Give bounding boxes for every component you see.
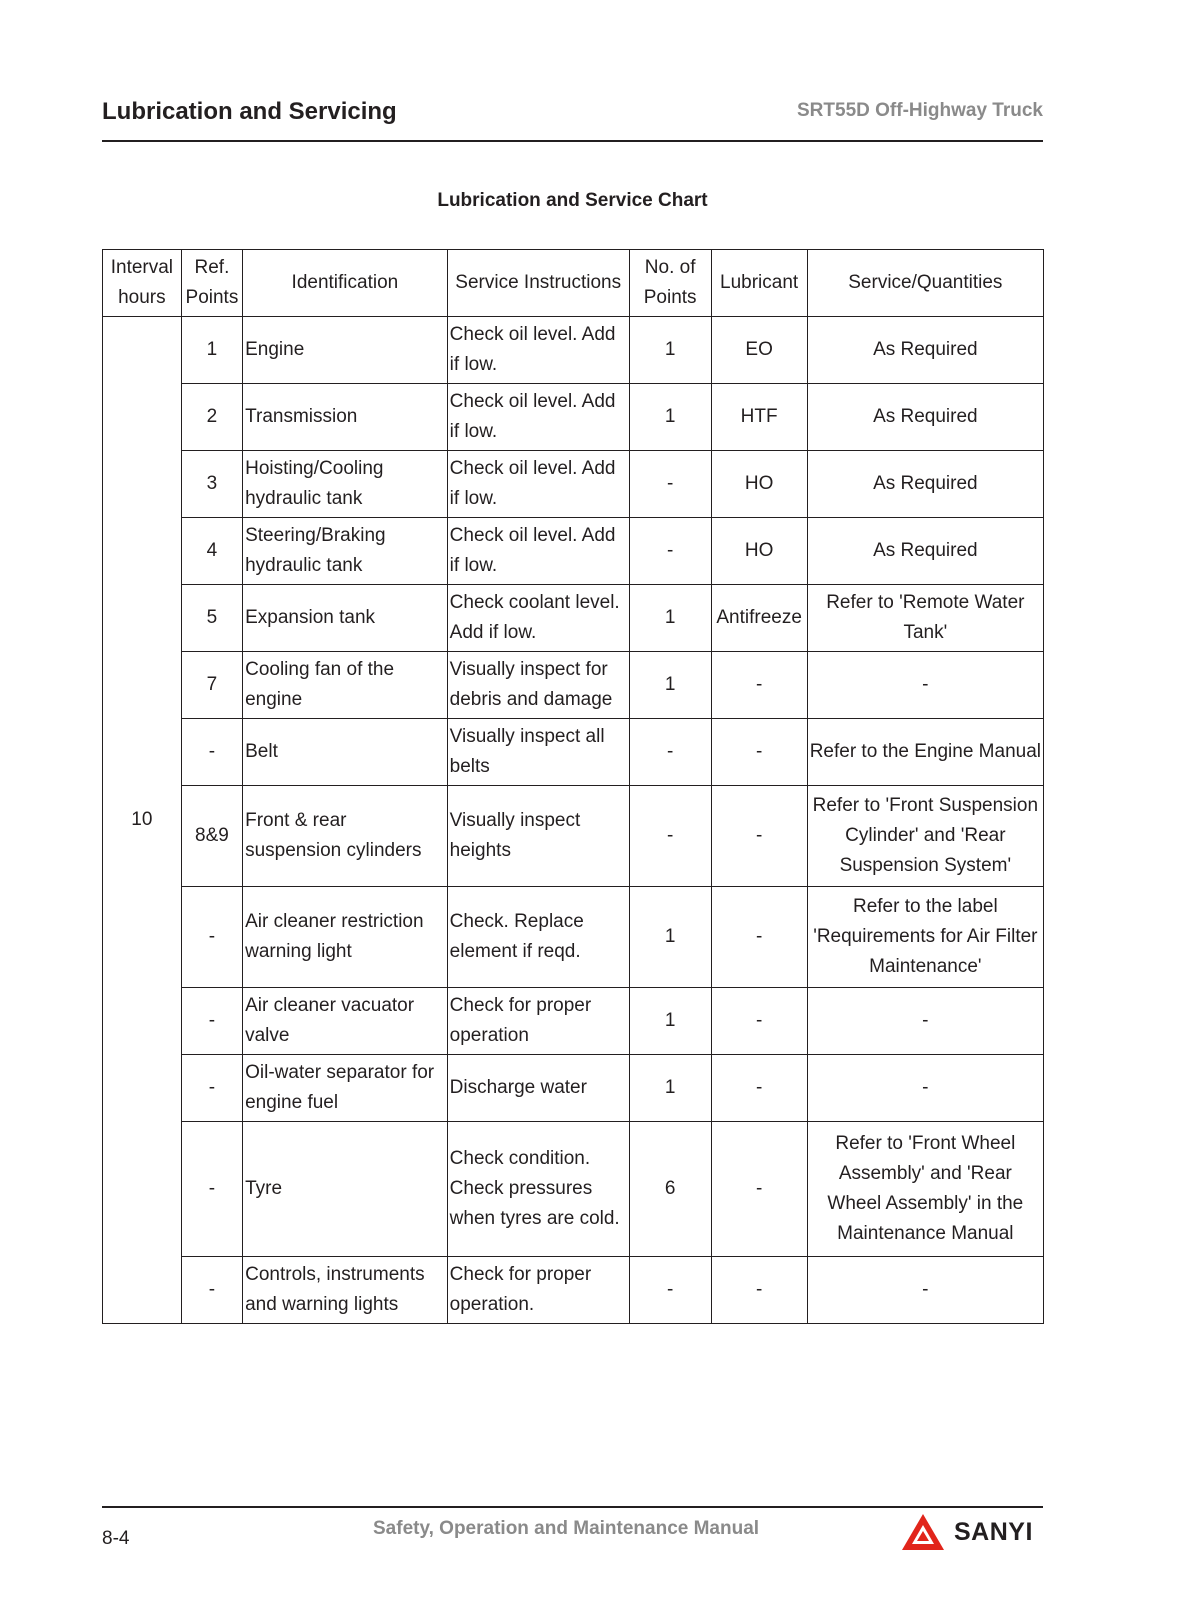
points-cell: - [629,1257,711,1324]
lubricant-cell: EO [711,317,807,384]
points-cell: - [629,786,711,887]
identification-cell: Steering/Braking hydraulic tank [243,518,448,585]
lubricant-cell: - [711,719,807,786]
points-cell: 6 [629,1122,711,1257]
ref-cell: 4 [181,518,242,585]
points-cell: 1 [629,585,711,652]
table-row [103,1257,1044,1324]
page-number: 8-4 [102,1528,130,1549]
instructions-cell: Check coolant level. Add if low. [447,585,629,652]
points-cell: 1 [629,1055,711,1122]
lubricant-cell: - [711,1122,807,1257]
lubrication-service-table [102,249,1044,1324]
lubricant-cell: - [711,1055,807,1122]
quantity-cell: - [807,1055,1043,1122]
lubricant-cell: - [711,988,807,1055]
identification-cell: Cooling fan of the engine [243,652,448,719]
lubricant-cell: HO [711,451,807,518]
instructions-cell: Check for proper operation [447,988,629,1055]
points-cell: 1 [629,988,711,1055]
identification-cell: Tyre [243,1122,448,1257]
quantity-cell: Refer to the Engine Manual [807,719,1043,786]
identification-cell: Front & rear suspension cylinders [243,786,448,887]
footer-divider [102,1506,1043,1508]
instructions-cell: Check oil level. Add if low. [447,518,629,585]
table-row [103,384,1044,451]
chart-title: Lubrication and Service Chart [437,190,708,211]
ref-cell: - [181,887,242,988]
table-row [103,786,1044,887]
header-service-instructions: Service Instructions [447,250,629,317]
ref-cell: 5 [181,585,242,652]
quantity-cell: As Required [807,384,1043,451]
identification-cell: Hoisting/Cooling hydraulic tank [243,451,448,518]
instructions-cell: Check for proper operation. [447,1257,629,1324]
sanyi-logo [900,1512,1033,1552]
ref-cell: - [181,988,242,1055]
header-divider [102,140,1043,142]
points-cell: - [629,719,711,786]
ref-cell: 3 [181,451,242,518]
table-row [103,887,1044,988]
table-row [103,317,1044,384]
table-row [103,1122,1044,1257]
points-cell: 1 [629,652,711,719]
points-cell: 1 [629,384,711,451]
instructions-cell: Visually inspect all belts [447,719,629,786]
lubricant-cell: - [711,1257,807,1324]
sanyi-logo-icon [900,1512,946,1552]
instructions-cell: Discharge water [447,1055,629,1122]
interval-cell: 10 [103,317,182,1324]
quantity-cell: As Required [807,317,1043,384]
lubricant-cell: - [711,652,807,719]
table-header-row [103,250,1044,317]
table-row [103,652,1044,719]
lubricant-cell: - [711,887,807,988]
quantity-cell: - [807,988,1043,1055]
ref-cell: 8&9 [181,786,242,887]
quantity-cell: - [807,1257,1043,1324]
quantity-cell: - [807,652,1043,719]
table-row [103,518,1044,585]
ref-cell: 2 [181,384,242,451]
table-row [103,585,1044,652]
ref-cell: - [181,1257,242,1324]
identification-cell: Belt [243,719,448,786]
ref-cell: - [181,1055,242,1122]
identification-cell: Transmission [243,384,448,451]
ref-cell: - [181,1122,242,1257]
page-header-title: Lubrication and Servicing [102,98,397,125]
lubricant-cell: HO [711,518,807,585]
ref-cell: - [181,719,242,786]
instructions-cell: Check oil level. Add if low. [447,317,629,384]
quantity-cell: Refer to the label 'Requirements for Air Filter Maintenance' [807,887,1043,988]
table-row [103,451,1044,518]
document-title: SRT55D Off-Highway Truck [797,100,1043,121]
points-cell: - [629,451,711,518]
header-number-of-points: No. of Points [629,250,711,317]
identification-cell: Expansion tank [243,585,448,652]
lubricant-cell: HTF [711,384,807,451]
footer-manual-title: Safety, Operation and Maintenance Manual [373,1518,760,1539]
identification-cell: Air cleaner vacuator valve [243,988,448,1055]
points-cell: - [629,518,711,585]
sanyi-logo-text: SANYI [954,1517,1033,1546]
header-identification: Identification [243,250,448,317]
instructions-cell: Check oil level. Add if low. [447,451,629,518]
identification-cell: Engine [243,317,448,384]
identification-cell: Air cleaner restriction warning light [243,887,448,988]
quantity-cell: As Required [807,518,1043,585]
quantity-cell: Refer to 'Front Wheel Assembly' and 'Rear Wheel Assembly' in the Maintenance Manual [807,1122,1043,1257]
lubricant-cell: Antifreeze [711,585,807,652]
instructions-cell: Visually inspect for debris and damage [447,652,629,719]
instructions-cell: Check oil level. Add if low. [447,384,629,451]
ref-cell: 1 [181,317,242,384]
quantity-cell: Refer to 'Remote Water Tank' [807,585,1043,652]
table-row [103,988,1044,1055]
table-row [103,1055,1044,1122]
instructions-cell: Check condition. Check pressures when tyres are cold. [447,1122,629,1257]
header-lubricant: Lubricant [711,250,807,317]
points-cell: 1 [629,887,711,988]
instructions-cell: Check. Replace element if reqd. [447,887,629,988]
header-ref-points: Ref. Points [181,250,242,317]
ref-cell: 7 [181,652,242,719]
identification-cell: Controls, instruments and warning lights [243,1257,448,1324]
quantity-cell: Refer to 'Front Suspension Cylinder' and 'Rear Suspension System' [807,786,1043,887]
lubricant-cell: - [711,786,807,887]
table-row [103,719,1044,786]
instructions-cell: Visually inspect heights [447,786,629,887]
identification-cell: Oil-water separator for engine fuel [243,1055,448,1122]
header-interval: Interval hours [103,250,182,317]
quantity-cell: As Required [807,451,1043,518]
points-cell: 1 [629,317,711,384]
header-service-quantities: Service/Quantities [807,250,1043,317]
